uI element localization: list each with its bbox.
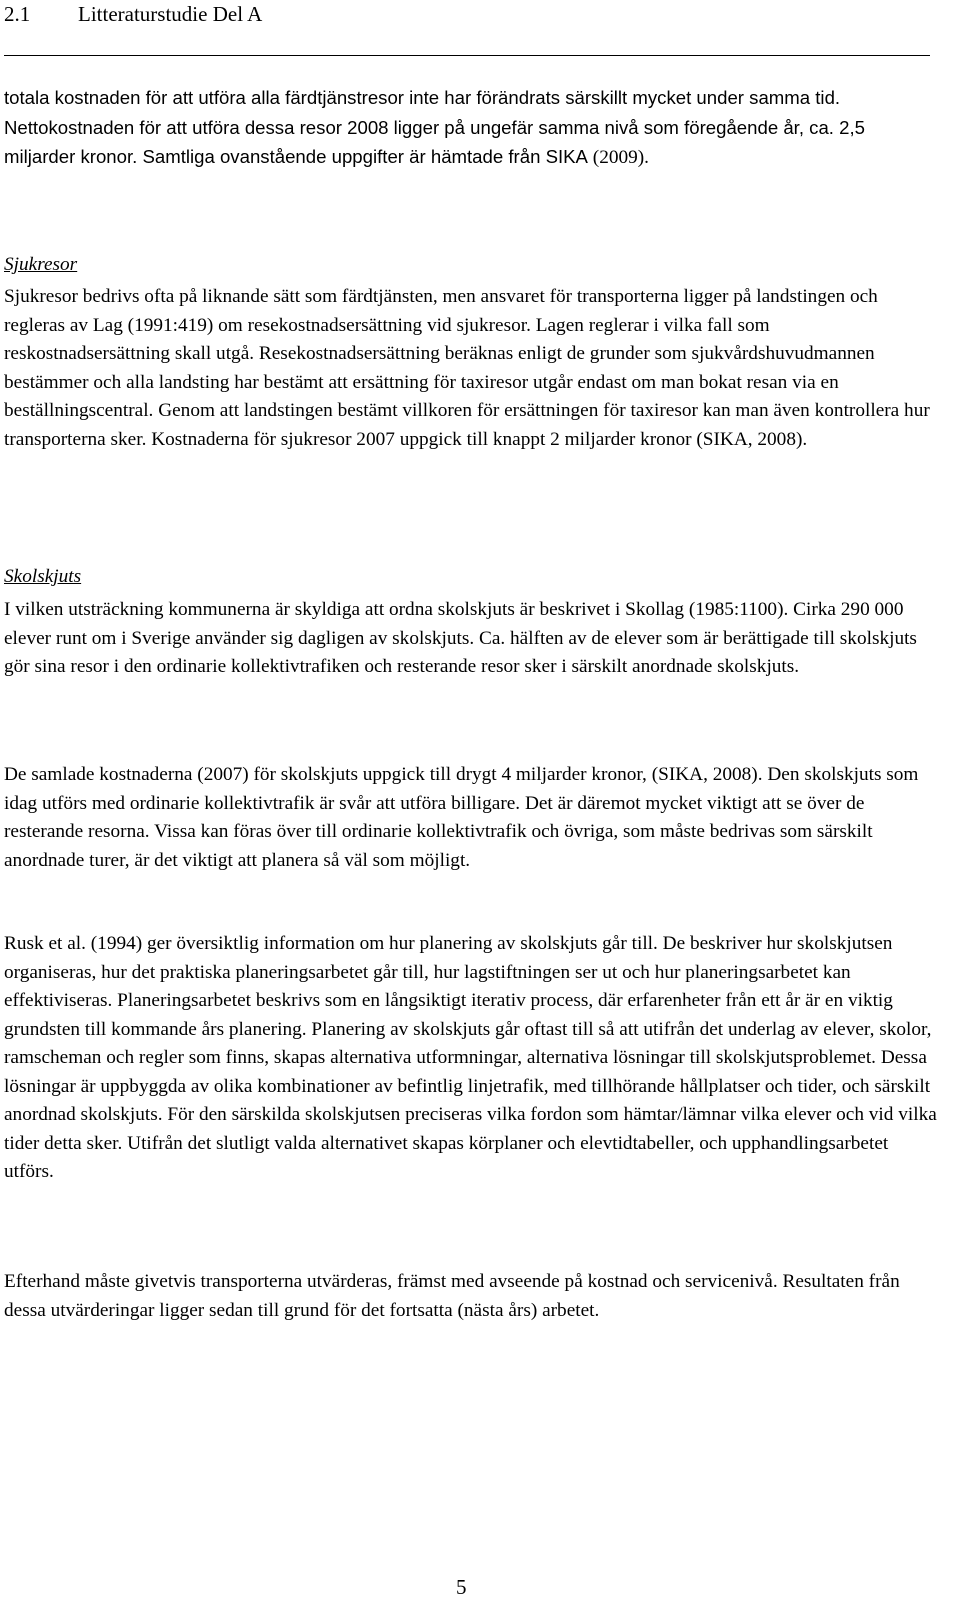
intro-serif-text: (2009).	[592, 147, 650, 168]
heading-skolskjuts: Skolskjuts	[4, 566, 82, 587]
sjukresor-paragraph: Sjukresor bedrivs ofta på liknande sätt som färdtjänsten, men ansvaret för transporterna ligger på landstingen och regleras av Lag (1991:419) om resekostnadsersättning vid sjukresor. Lagen reglerar i vilka fall som reskostnadsersättning skall utgå. Resekostnadsersättning beräknas enligt de grunder som sjukvårdshuvudmannen bestämmer och alla landsting har bestämt att ersättning för taxiresor utgår endast om man bokat resan via en beställningscentral. Genom att landstingen bestämt villkoren för ersättningen för taxiresor kan man även kontrollera hur transporterna sker. Kostnaderna för sjukresor 2007 uppgick till knappt 2 miljarder kronor (SIKA, 2008).	[4, 286, 930, 450]
intro-paragraph	[4, 84, 940, 173]
intro-sans-text: totala kostnaden för att utföra alla färdtjänstresor inte har förändrats särskillt mycket under samma tid. Nettokostnaden för att utföra dessa resor 2008 ligger på ungefär samma nivå som föregående år, ca. 2,5 miljarder kronor. Samtliga ovanstående uppgifter är hämtade från SIKA	[4, 87, 865, 167]
skolskjuts-paragraph-1: I vilken utsträckning kommunerna är skyldiga att ordna skolskjuts är beskrivet i Skollag (1985:1100). Cirka 290 000 elever runt om i Sverige använder sig dagligen av skolskjuts. Ca. hälften av de elever som är berättigade till skolskjuts gör sina resor i den ordinarie kollektivtrafiken och resterande resor sker i särskilt anordnade skolskjuts.	[4, 599, 917, 677]
skolskjuts-paragraph-3: Rusk et al. (1994) ger översiktlig information om hur planering av skolskjuts går till. De beskriver hur skolskjutsen organiseras, hur det praktiska planeringsarbetet går till, hur lagstiftningen ser ut och hur planeringsarbetet kan effektiviseras. Planeringsarbetet beskrivs som en långsiktigt iterativ process, där erfarenheter från ett år är en viktig grundsten till kommande års planering. Planering av skolskjuts går oftast till så att utifrån det underlag av elever, skolor, ramscheman och regler som finns, skapas alternativa utformningar, alternativa lösningar till skolskjutsproblemet. Dessa lösningar är uppbyggda av olika kombinationer av befintlig linjetrafik, med tillhörande hållplatser och tider, och särskilt anordnad skolskjuts. För den särskilda skolskjutsen preciseras vilka fordon som hämtar/lämnar vilka elever och vid vilka tider detta sker. Utifrån det slutligt valda alternativet skapas körplaner och elevtidtabeller, och upphandlingsarbetet utförs.	[4, 933, 937, 1182]
running-header	[4, 2, 262, 26]
section-number: 2.1	[4, 2, 31, 26]
skolskjuts-paragraph-2: De samlade kostnaderna (2007) för skolskjuts uppgick till drygt 4 miljarder kronor, (SIKA, 2008). Den skolskjuts som idag utförs med ordinarie kollektivtrafik är svår att utföra billigare. Det är däremot mycket viktigt att se över de resterande resorna. Vissa kan föras över till ordinarie kollektivtrafik och övriga, som måste bedrivas som särskilt anordnade turer, är det viktigt att planera så väl som möjligt.	[4, 764, 919, 871]
header-divider	[4, 55, 930, 56]
page-number: 5	[456, 1575, 467, 1599]
section-title: Litteraturstudie Del A	[78, 2, 263, 26]
heading-sjukresor: Sjukresor	[4, 254, 78, 275]
skolskjuts-paragraph-4: Efterhand måste givetvis transporterna utvärderas, främst med avseende på kostnad och servicenivå. Resultaten från dessa utvärderingar ligger sedan till grund för det fortsatta (nästa års) arbetet.	[4, 1271, 900, 1321]
